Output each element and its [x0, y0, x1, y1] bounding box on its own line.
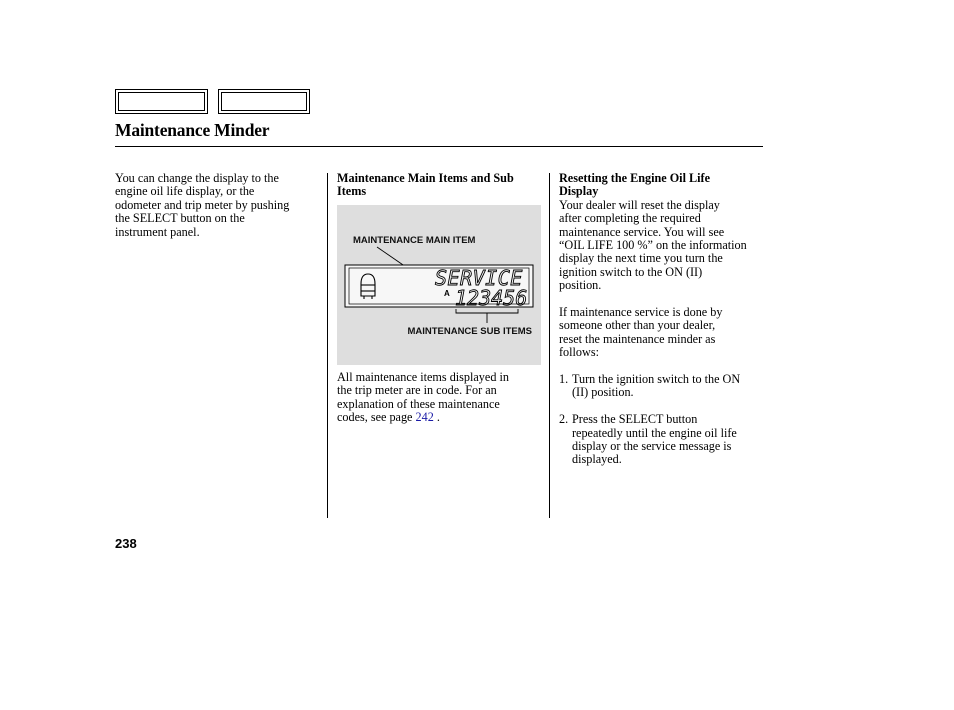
text-line: reset the maintenance minder as — [559, 331, 716, 346]
text-line: the SELECT button on the — [115, 211, 245, 226]
column-divider-1 — [327, 173, 328, 518]
text-line: repeatedly until the engine oil life — [572, 425, 737, 440]
text-line — [337, 411, 547, 424]
text-line: odometer and trip meter by pushing — [115, 197, 290, 212]
paragraph-gap — [559, 400, 769, 413]
text-line: after completing the required — [559, 211, 701, 226]
text-line: engine oil life display, or the — [115, 184, 255, 199]
text-line: ignition switch to the ON (II) — [559, 264, 703, 279]
text-line: “OIL LIFE 100 %” on the information — [559, 238, 747, 253]
paragraph-gap — [559, 360, 769, 373]
sub-item-codes: 123456 — [455, 286, 528, 310]
main-item-callout: MAINTENANCE MAIN ITEM — [353, 235, 476, 246]
text-line: Your dealer will reset the display — [559, 197, 720, 212]
list-item — [559, 373, 769, 400]
page-number: 238 — [115, 536, 137, 551]
section-heading: Resetting the Engine Oil Life — [559, 171, 710, 185]
page-reference-link[interactable]: 242 — [415, 410, 434, 425]
main-item-code: A — [444, 289, 450, 298]
previous-section-button[interactable] — [115, 89, 208, 114]
text-line: Press the SELECT button — [572, 412, 698, 427]
section-heading: Items — [337, 184, 367, 199]
text-line: someone other than your dealer, — [559, 318, 716, 333]
text-line: If maintenance service is done by — [559, 305, 723, 320]
text-line: (II) position. — [572, 385, 634, 400]
paragraph-gap — [559, 293, 769, 306]
title-divider — [115, 146, 763, 147]
maintenance-display-figure — [337, 205, 541, 365]
text-line: Turn the ignition switch to the ON — [572, 372, 741, 387]
column-2 — [337, 172, 543, 199]
column-3 — [559, 172, 769, 467]
column-1 — [115, 172, 320, 239]
text-line: display the next time you turn the — [559, 251, 723, 266]
sub-items-callout: MAINTENANCE SUB ITEMS — [407, 326, 532, 337]
step-number: 2. — [559, 412, 569, 427]
column-divider-2 — [549, 173, 550, 518]
next-section-button[interactable] — [218, 89, 310, 114]
list-item — [559, 413, 769, 467]
text-line: maintenance service. You will see — [559, 224, 725, 239]
text-line: display or the service message is — [572, 439, 732, 454]
step-number: 1. — [559, 372, 569, 387]
text-line: All maintenance items displayed in — [337, 370, 509, 384]
text-fragment: . — [433, 410, 440, 425]
text-line: You can change the display to the — [115, 171, 279, 185]
text-line: follows: — [559, 345, 599, 360]
section-heading: Maintenance Main Items and Sub — [337, 171, 514, 185]
text-fragment: codes, see page — [337, 410, 416, 425]
text-line: position. — [559, 278, 602, 293]
service-message-readout: SERVICE — [435, 266, 523, 290]
text-line: displayed. — [572, 452, 622, 467]
display-illustration — [337, 205, 541, 365]
column-2-body — [337, 371, 547, 425]
page-title: Maintenance Minder — [115, 120, 270, 140]
section-heading: Display — [559, 184, 599, 199]
text-line: instrument panel. — [115, 224, 200, 239]
text-line: the trip meter are in code. For an — [337, 383, 497, 398]
text-line: explanation of these maintenance — [337, 396, 500, 411]
